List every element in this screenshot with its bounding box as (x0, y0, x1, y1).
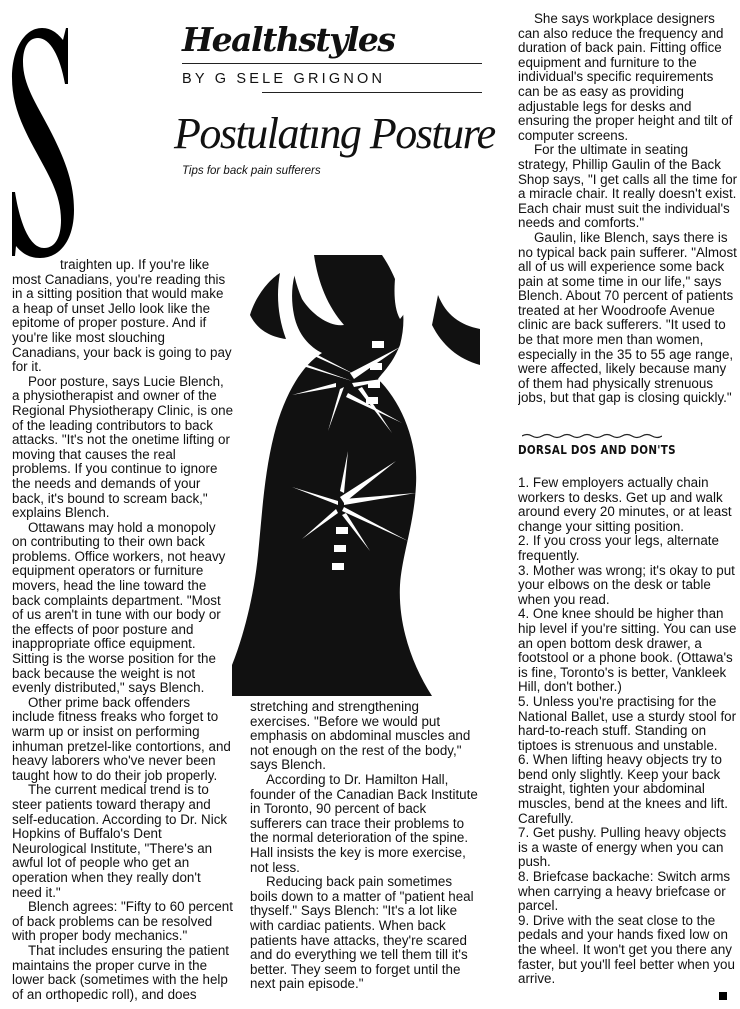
drop-cap-letter-s (8, 22, 76, 262)
article-paragraph: Ottawans may hold a monopoly on contributing to their own back problems. Office workers, not heavy equipment operators or furniture movers, head the line toward the back complaints department. "Most of us aren't in tune with our body or the effects of poor posture and inappropriate office equipment. Sitting is the worse position for the back because the weight is not evenly distributed," says Blench. (12, 519, 226, 696)
article-paragraph: Poor posture, says Lucie Blench, a physiotherapist and owner of the Regional Physiotherapy Clinic, is one of the leading contributors to back attacks. "It's not the onetime lifting or moving that causes the real problems. If you continue to ignore the needs and demands of your back, it's bound to scream back," explains Blench. (12, 373, 234, 521)
article-paragraph: That includes ensuring the patient maintains the proper curve in the lower back (sometimes with the help of an orthopedic roll), and does (12, 942, 229, 1002)
torso-figure-illustration (232, 255, 480, 696)
back-pain-illustration (232, 255, 480, 696)
article-column-3 (518, 12, 738, 432)
article-paragraph: According to Dr. Hamilton Hall, founder of the Canadian Back Institute in Toronto, 90 percent of back sufferers can trace their problems to the normal deterioration of the spine. Hall insists the key is more exercise, not less. (250, 771, 478, 875)
subheadline: Tips for back pain sufferers (182, 165, 321, 177)
article-column-1 (12, 258, 234, 1006)
list-item: 2. If you cross your legs, alternate frequently. (518, 533, 719, 563)
article-paragraph: Other prime back offenders include fitness freaks who forget to warm up or insist on performing inhuman pretzel-like contortions, and heavy laborers who've never been taught how to do their job properly. (12, 694, 231, 783)
list-item: 9. Drive with the seat close to the pedals and your hands fixed low on the wheel. It won't get you there any faster, but you'll feel better when you arrive. (518, 912, 735, 987)
article-paragraph: The current medical trend is to steer patients toward therapy and self-education. According to Dr. Nick Hopkins of Buffalo's Dent Neurological Institute, "There's an awful lot of people who get an operation when they really don't need it." (12, 782, 228, 900)
list-item: 5. Unless you're practising for the National Ballet, use a sturdy stool for hard-to-reach stuff. Standing on tiptoes is strenuous and unstable. (518, 693, 737, 753)
list-item: 4. One knee should be higher than hip level if you're sitting. You can use an open bottom desk drawer, a footstool or a phone book. (Ottawa's is fine, Toronto's is better, Vankleek Hill, don't bother.) (518, 606, 737, 695)
column-title: Healthstyles (182, 20, 395, 59)
list-item: 3. Mother was wrong; it's okay to put your elbows on the desk or table when you read. (518, 562, 735, 607)
header-rule-lower (262, 92, 482, 93)
list-item: 6. When lifting heavy objects try to bend only slightly. Keep your back straight, tighten your abdominal muscles, bend at the knees and lift. Carefully. (518, 752, 728, 826)
list-item: 8. Briefcase backache: Switch arms when carrying a heavy briefcase or parcel. (518, 869, 731, 914)
end-of-article-mark (719, 992, 727, 1000)
article-paragraph: Blench agrees: "Fifty to 60 percent of back problems can be resolved with proper body mechanics." (12, 899, 233, 944)
article-paragraph: Reducing back pain sometimes boils down to a matter of "patient heal thyself." Says Blench: "It's a lot like with cardiac patients. When back patients have attacks, they're scared and do everything we tell them till it's better. They seem to forget until the next pain episode." (250, 874, 474, 992)
list-item: 1. Few employers actually chain workers to desks. Get up and walk around every 20 minutes, or at least change your sitting position. (518, 476, 732, 534)
header-rule-upper (182, 63, 482, 64)
article-paragraph: She says workplace designers can also reduce the frequency and duration of back pain. Fitting office equipment and furniture to the individual's specific requirements can be as easy as providing adjustable legs for desks and ensuring the proper height and tilt of computer screens. (518, 12, 733, 143)
headline: Postulatıng Posture (174, 109, 495, 158)
sidebar-wavy-rule (522, 433, 662, 439)
byline: BY G SELE GRIGNON (182, 71, 386, 87)
article-paragraph: traighten up. If you're like most Canadians, you're reading this in a sitting position that would make a heap of unset Jello look like the epitome of proper posture. And if you're like most slouching Canadians, your back is going to pay for it. (12, 258, 232, 375)
article-column-2 (250, 700, 478, 1006)
article-paragraph: Gaulin, like Blench, says there is no typical back pain sufferer. "Almost all of us will experience some back pain at some time in our life," says Blench. About 70 percent of patients treated at her Woodroofe Avenue clinic are back sufferers. "It used to be that more men than women, especially in the 35 to 55 age range, were affected, likely because many of them had physically strenuous jobs, but that gap is closing quickly." (518, 229, 737, 406)
list-item: 7. Get pushy. Pulling heavy objects is a waste of energy when you can push. (518, 825, 727, 870)
tips-list (518, 476, 738, 1006)
sidebar-title: DORSAL DOS AND DON'TS (518, 442, 676, 457)
article-paragraph: stretching and strengthening exercises. "Before we would put emphasis on abdominal muscles and not enough on the rest of the body," says Blench. (250, 700, 471, 773)
article-paragraph: For the ultimate in seating strategy, Phillip Gaulin of the Back Shop says, "I get calls all the time for a miracle chair. It really doesn't exist. Each chair must suit the individual's needs and comforts." (518, 142, 738, 231)
